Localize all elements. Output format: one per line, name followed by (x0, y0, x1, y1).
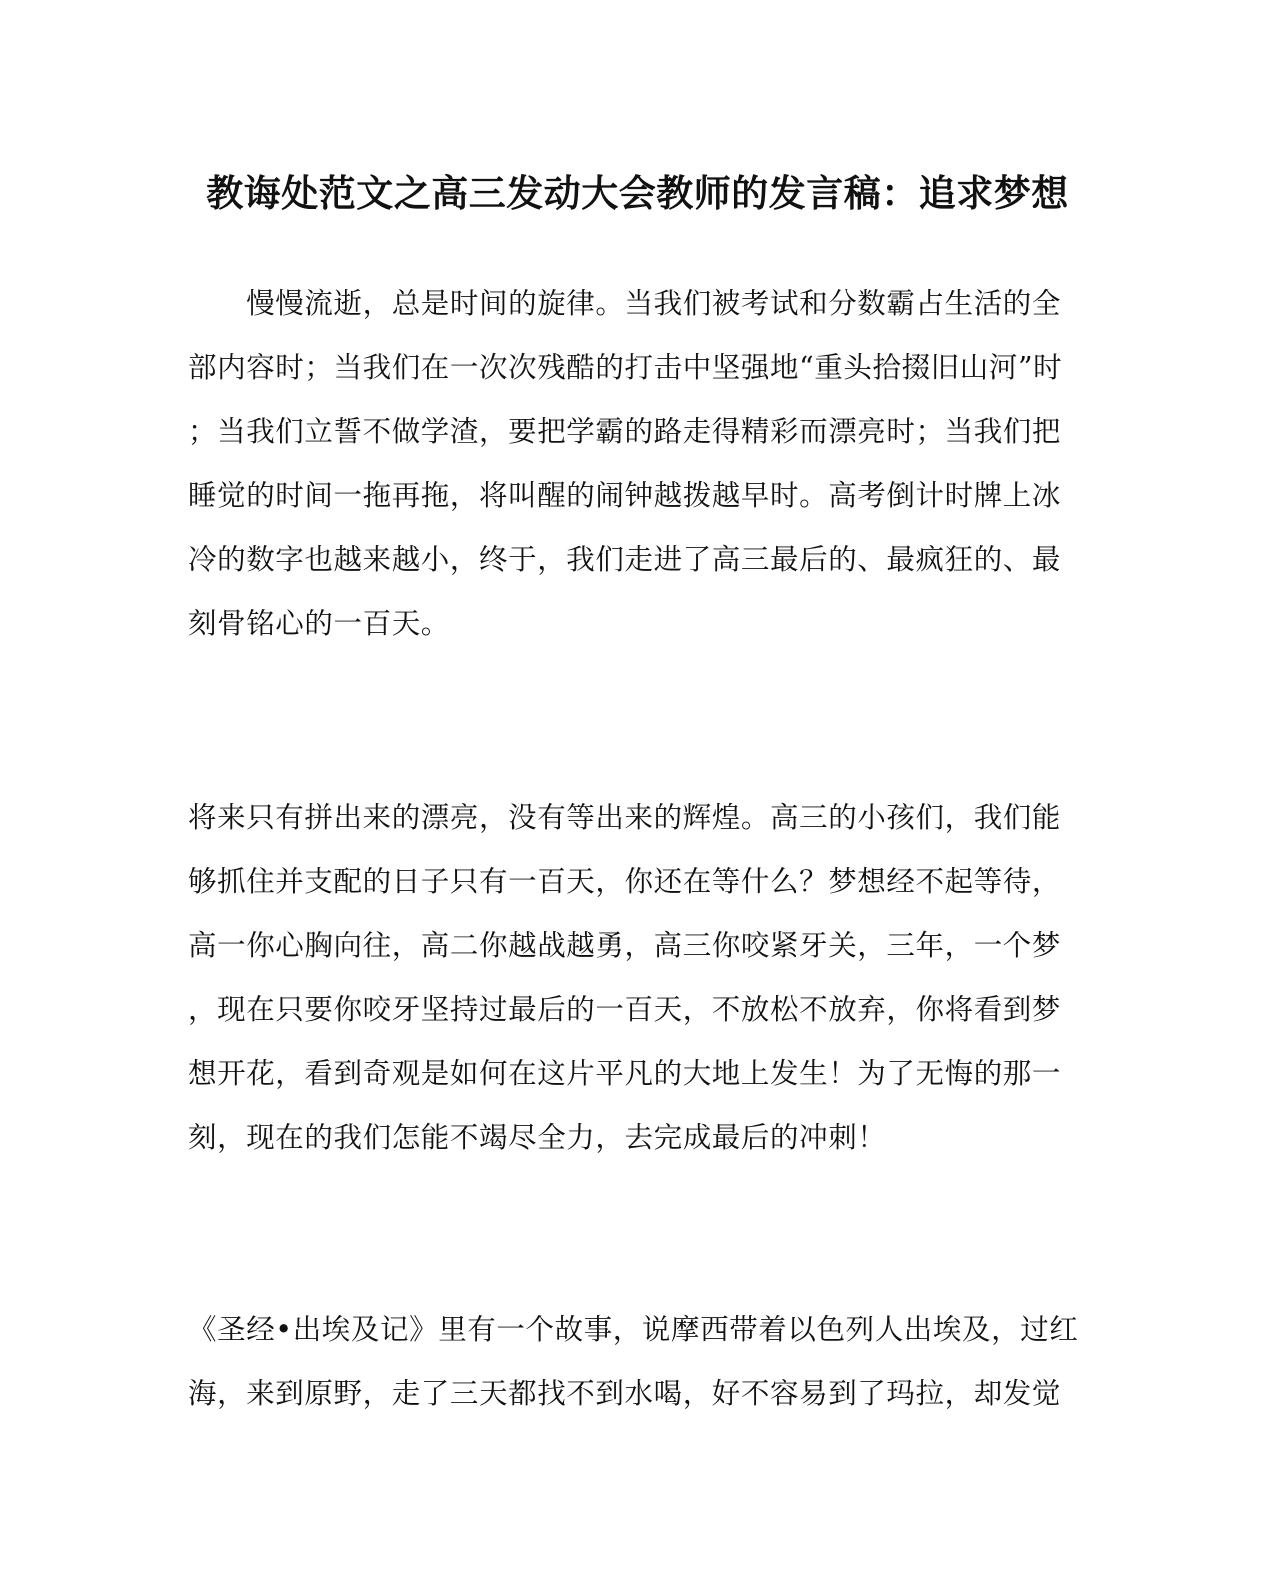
text-line: 刻骨铭心的一百天。 (188, 607, 450, 640)
text-line: 部内容时；当我们在一次次残酷的打击中坚强地“重头拾掇旧山河”时 (188, 351, 1063, 384)
paragraph-2 (188, 786, 1062, 1170)
text-line: ，现在只要你咬牙坚持过最后的一百天，不放松不放弃，你将看到梦 (188, 993, 1062, 1026)
text-line: 将来只有拼出来的漂亮，没有等出来的辉煌。高三的小孩们，我们能 (188, 801, 1062, 834)
text-line: 慢慢流逝，总是时间的旋律。当我们被考试和分数霸占生活的全 (188, 287, 1062, 320)
text-line: 刻，现在的我们怎能不竭尽全力，去完成最后的冲刺！ (188, 1121, 887, 1154)
text-line: 冷的数字也越来越小，终于，我们走进了高三最后的、最疯狂的、最 (188, 543, 1062, 576)
text-line: 高一你心胸向往，高二你越战越勇，高三你咬紧牙关，三年，一个梦 (188, 929, 1062, 962)
paragraph-1 (188, 272, 1063, 656)
text-line: ；当我们立誓不做学渣，要把学霸的路走得精彩而漂亮时；当我们把 (188, 415, 1062, 448)
text-line: 睡觉的时间一拖再拖，将叫醒的闹钟越拨越早时。高考倒计时牌上冰 (188, 479, 1062, 512)
text-line: 够抓住并支配的日子只有一百天，你还在等什么？梦想经不起等待， (188, 865, 1062, 898)
text-line: 想开花，看到奇观是如何在这片平凡的大地上发生！为了无悔的那一 (188, 1057, 1062, 1090)
text-line: 《圣经•出埃及记》里有一个故事，说摩西带着以色列人出埃及，过红 (188, 1313, 1079, 1346)
paragraph-3 (188, 1298, 1079, 1426)
document-title: 教诲处范文之高三发动大会教师的发言稿：追求梦想 (206, 171, 1069, 215)
text-line: 海，来到原野，走了三天都找不到水喝，好不容易到了玛拉，却发觉 (188, 1377, 1062, 1410)
